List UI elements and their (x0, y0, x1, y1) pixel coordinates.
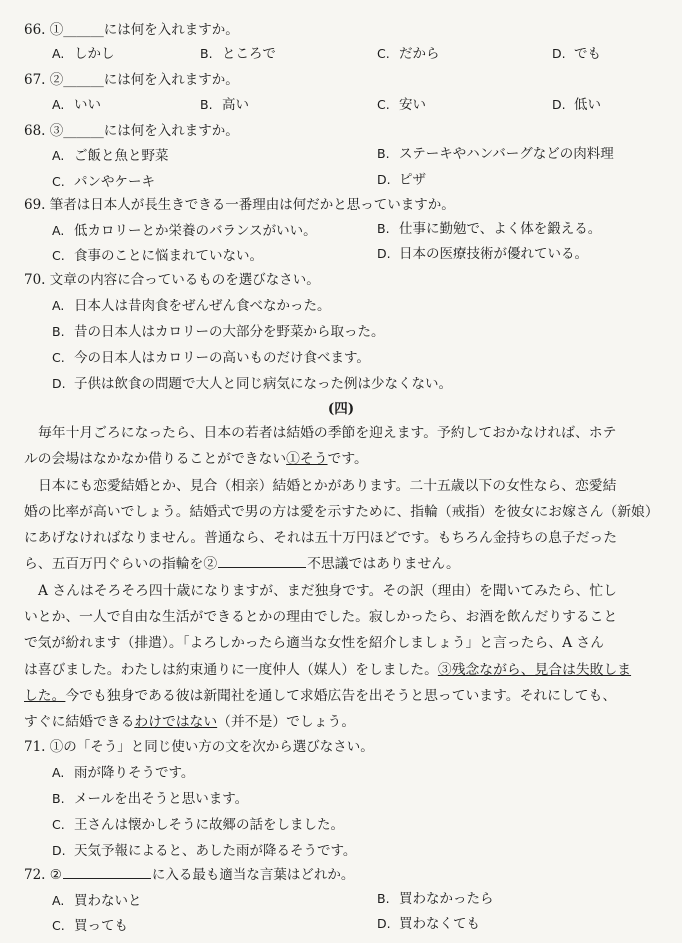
blank-ref-3: ③残念ながら、見合は失敗しま (437, 661, 632, 678)
q69-option-b[interactable]: B. 仕事に勤勉で、よく体を鍛える。 (377, 221, 602, 237)
passage-line: にあげなければなりません。普通なら、それは五十万円ほどです。もちろん金持ちの息子だった (24, 530, 617, 547)
q68-option-d[interactable]: D. ピザ (377, 172, 426, 188)
q71-option-d[interactable]: D. 天気予報によると、あした雨が降るそうです。 (52, 843, 357, 859)
passage-line: いとか、一人で自由な生活ができるとかの理由でした。寂しかったら、お酒を飲んだりすること (24, 609, 618, 626)
reading-passage (24, 420, 660, 736)
passage-line: A さんはそろそろ四十歳になりますが、まだ独身です。その訳（理由）を聞いてみたら、忙し (38, 582, 617, 599)
q70-option-c[interactable]: C. 今の日本人はカロリーの高いものだけ食べます。 (52, 350, 370, 366)
q70-option-b[interactable]: B. 昔の日本人はカロリーの大部分を野菜から取った。 (52, 324, 385, 340)
underlined-phrase: わけではない (134, 714, 218, 731)
q72-option-c[interactable]: C. 買っても (52, 918, 128, 934)
section-title: (四) (327, 401, 355, 417)
q70-option-a[interactable]: A. 日本人は昔肉食をぜんぜん食べなかった。 (52, 298, 331, 314)
q71-option-b[interactable]: B. メールを出そうと思います。 (52, 791, 249, 807)
question-71: 71. ①の「そう」と同じ使い方の文を次から選びなさい。 (24, 739, 374, 755)
q72-option-a[interactable]: A. 買わないと (52, 893, 142, 909)
passage-line: 婚の比率が高いでしょう。結婚式で男の方は愛を示すために、指輪（戒指）を彼女にお嫁さん（新娘） (24, 503, 659, 520)
passage-line: ら、五百万円ぐらいの指輪を② 不思議ではありません。 (24, 556, 460, 573)
q67-option-a[interactable]: A. いい (52, 97, 101, 113)
question-68: 68. ③______には何を入れますか。 (24, 123, 239, 139)
blank-2-ref (63, 866, 151, 879)
q67-option-c[interactable]: C. 安い (377, 97, 426, 113)
passage-line: ルの会場はなかなか借りることができない①そうです。 (24, 451, 368, 468)
passage-line: は喜びました。わたしは約束通りに一度仲人（媒人）をしました。③残念ながら、見合は失敗しま (24, 661, 632, 678)
q66-option-c[interactable]: C. だから (377, 46, 440, 62)
q70-option-d[interactable]: D. 子供は飲食の問題で大人と同じ病気になった例は少なくない。 (52, 376, 452, 392)
question-72: 72. ② に入る最も適当な言葉はどれか。 (24, 867, 355, 883)
question-69: 69. 筆者は日本人が長生きできる一番理由は何だかと思っていますか。 (24, 197, 455, 213)
question-70: 70. 文章の内容に合っているものを選びなさい。 (24, 272, 320, 288)
q71-option-a[interactable]: A. 雨が降りそうです。 (52, 765, 195, 781)
blank-2 (218, 555, 306, 568)
q69-option-c[interactable]: C. 食事のことに悩まれていない。 (52, 248, 263, 264)
q69-option-a[interactable]: A. 低カロリーとか栄養のバランスがいい。 (52, 223, 317, 239)
question-67: 67. ②______には何を入れますか。 (24, 72, 239, 88)
passage-line: 日本にも恋愛結婚とか、見合（相亲）結婚とかがあります。二十五歳以下の女性なら、恋愛結 (38, 477, 617, 494)
blank-ref-1: ①そう (286, 451, 328, 468)
q66-option-a[interactable]: A. しかし (52, 46, 115, 62)
passage-line: 毎年十月ごろになったら、日本の若者は結婚の季節を迎えます。予約しておかなければ、ホテ (38, 425, 617, 441)
passage-line: した。今でも独身である彼は新聞社を通して求婚広告を出そうと思っています。それにしても、 (24, 687, 617, 704)
q66-option-d[interactable]: D. でも (552, 46, 601, 62)
q71-option-c[interactable]: C. 王さんは懐かしそうに故郷の話をしました。 (52, 817, 344, 833)
q69-option-d[interactable]: D. 日本の医療技術が優れている。 (377, 246, 588, 262)
q72-option-b[interactable]: B. 買わなかったら (377, 891, 494, 907)
q66-option-b[interactable]: B. ところで (200, 46, 276, 62)
q72-option-d[interactable]: D. 買わなくても (377, 916, 480, 932)
q68-option-a[interactable]: A. ご飯と魚と野菜 (52, 148, 169, 164)
q68-option-b[interactable]: B. ステーキやハンバーグなどの肉料理 (377, 146, 614, 162)
question-66: 66. ①______には何を入れますか。 (24, 22, 239, 38)
q68-option-c[interactable]: C. パンやケーキ (52, 174, 155, 190)
q67-option-b[interactable]: B. 高い (200, 97, 249, 113)
passage-line: で気が紛れます（排遣）。「よろしかったら適当な女性を紹介しましょう」と言ったら、A さん (24, 635, 605, 652)
q67-option-d[interactable]: D. 低い (552, 97, 601, 113)
passage-line: すぐに結婚できるわけではない（并不是）でしょう。 (24, 714, 356, 731)
